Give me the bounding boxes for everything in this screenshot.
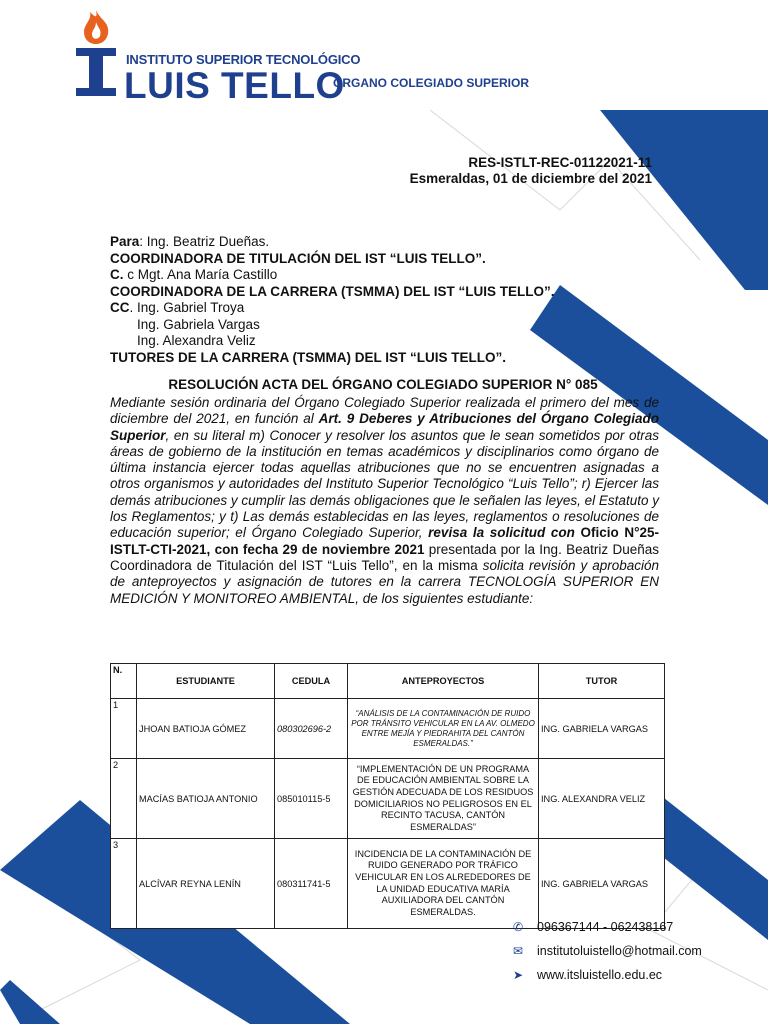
reference-block: [410, 155, 652, 187]
para-role: COORDINADORA DE TITULACIÓN DEL IST “LUIS TELLO”.: [110, 250, 486, 266]
c-value: c Mgt. Ana María Castillo: [123, 267, 278, 282]
row-cedula: 085010115-5: [275, 759, 348, 839]
place-date: Esmeraldas, 01 de diciembre del 2021: [409, 171, 652, 186]
cc-role: TUTORES DE LA CARRERA (TSMMA) DEL IST “LUIS TELLO”.: [110, 349, 506, 365]
row-cedula: 080311741-5: [275, 839, 348, 929]
resolution-p2: , en su literal m) Conocer y resolver los asuntos que le sean sometidos por otras áreas de gobierno de la institución en temas académicos y disciplinarios como órgano de última instancia ejercer todas aquellas atribuciones que no se encuentren asignadas a otros organismos y autoridades del Instituto Superior Tecnológico “Luis Tello”; r) Ejercer las demás atribuciones y cumplir las demás obligaciones que le señalen las leyes, el Estatuto y los Reglamentos; y t) Las demás establecidas en las leyes, reglamentos o resoluciones de educación superior; el Órgano Colegiado Superior,: [110, 427, 659, 541]
resolution-p4: presentada por la Ing. Beatriz Dueñas Coordinadora de Titulación del IST “Luis Tello”, en la misma: [110, 541, 659, 573]
col-project: ANTEPROYECTOS: [348, 664, 539, 699]
table-row: [111, 759, 665, 839]
contact-web[interactable]: [513, 963, 728, 987]
contact-email[interactable]: [513, 939, 728, 963]
phone-text: 096367144 - 062438167: [537, 920, 674, 934]
para-value: : Ing. Beatriz Dueñas.: [139, 234, 270, 249]
phone-icon: ✆: [513, 920, 524, 934]
row-number: 1: [111, 699, 137, 759]
envelope-icon: ✉: [513, 944, 524, 958]
col-student: ESTUDIANTE: [137, 664, 275, 699]
email-text[interactable]: institutoluistello@hotmail.com: [537, 944, 702, 958]
organ-title: ORGANO COLEGIADO SUPERIOR: [333, 76, 530, 90]
resolution-p1: Mediante sesión ordinaria del Órgano Colegiado Superior realizada el primero del mes de diciembre del 2021, en función al: [110, 395, 659, 427]
para-line: [110, 234, 555, 251]
institute-name: LUIS TELLO: [124, 65, 345, 106]
resolution-code: RES-ISTLT-REC-01122021-11: [468, 155, 652, 170]
web-text[interactable]: www.itsluistello.edu.ec: [537, 968, 663, 982]
row-tutor: ING. GABRIELA VARGAS: [539, 839, 665, 929]
row-tutor: ING. ALEXANDRA VELIZ: [539, 759, 665, 839]
col-tutor: TUTOR: [539, 664, 665, 699]
row-student: MACÍAS BATIOJA ANTONIO: [137, 759, 275, 839]
cc-first: . Ing. Gabriel Troya: [129, 300, 245, 315]
cc-line: [110, 300, 555, 317]
top-right-stripe: [600, 110, 768, 290]
resolution-article: Art. 9 Deberes y Atribuciones del Órgano Colegiado Superior: [110, 411, 659, 443]
contact-phone: [513, 915, 728, 939]
cc-second: Ing. Gabriela Vargas: [137, 316, 260, 332]
resolution-body: [110, 395, 659, 607]
row-tutor: ING. GABRIELA VARGAS: [539, 699, 665, 759]
cursor-icon: ➤: [513, 968, 524, 982]
contact-block: [513, 915, 728, 987]
c-role: COORDINADORA DE LA CARRERA (TSMMA) DEL IST “LUIS TELLO”.: [110, 283, 555, 299]
row-student: ALCÍVAR REYNA LENÍN: [137, 839, 275, 929]
col-cedula: CEDULA: [275, 664, 348, 699]
col-number: N.: [111, 664, 137, 699]
resolution-oficio: Oficio N°25-ISTLT-CTI-2021, con fecha 29 de noviembre 2021: [110, 525, 659, 557]
addressees: [110, 234, 555, 366]
row-number: 3: [111, 839, 137, 929]
students-table: [110, 663, 665, 929]
table-row: [111, 699, 665, 759]
bottom-left-stripe-2: [0, 980, 60, 1024]
row-cedula: 080302696-2: [275, 699, 348, 759]
resolution-review: revisa la solicitud con: [428, 525, 575, 541]
cc-label: CC: [110, 300, 130, 315]
table-header-row: [111, 664, 665, 699]
resolution-title: RESOLUCIÓN ACTA DEL ÓRGANO COLEGIADO SUPERIOR N° 085: [168, 377, 598, 392]
row-project: “ANÁLISIS DE LA CONTAMINACIÓN DE RUIDO POR TRÁNSITO VEHICULAR EN LA AV. OLMEDO ENTRE MEJÍA Y PIEDRAHITA DEL CANTÓN ESMERALDAS.”: [348, 699, 539, 759]
row-student: JHOAN BATIOJA GÓMEZ: [137, 699, 275, 759]
c-label: C.: [110, 267, 124, 282]
cc-third: Ing. Alexandra Veliz: [137, 333, 256, 348]
row-project: “IMPLEMENTACIÓN DE UN PROGRAMA DE EDUCACIÓN AMBIENTAL SOBRE LA GESTIÓN ADECUADA DE LOS RESIDUOS DOMICILIARIOS NO PELIGROSOS EN EL RECINTO TACUSA, CANTÓN ESMERALDAS”: [348, 759, 539, 839]
institute-line: INSTITUTO SUPERIOR TECNOLÓGICO: [126, 52, 361, 67]
para-label: Para: [110, 234, 140, 249]
c-line: [110, 267, 555, 284]
row-project: INCIDENCIA DE LA CONTAMINACIÓN DE RUIDO GENERADO POR TRÁFICO VEHICULAR EN LOS ALREDEDORES DE LA UNIDAD EDUCATIVA MARÍA AUXILIADORA DEL CANTÓN ESMERALDAS.: [348, 839, 539, 929]
resolution-p5: solicita revisión y aprobación de anteproyectos y asignación de tutores en la carrera TECNOLOGÍA SUPERIOR EN MEDICIÓN Y MONITOREO AMBIENTAL, de los siguientes estudiante:: [110, 557, 660, 606]
institute-logo: [70, 8, 361, 106]
row-number: 2: [111, 759, 137, 839]
torch-icon: [70, 8, 122, 100]
